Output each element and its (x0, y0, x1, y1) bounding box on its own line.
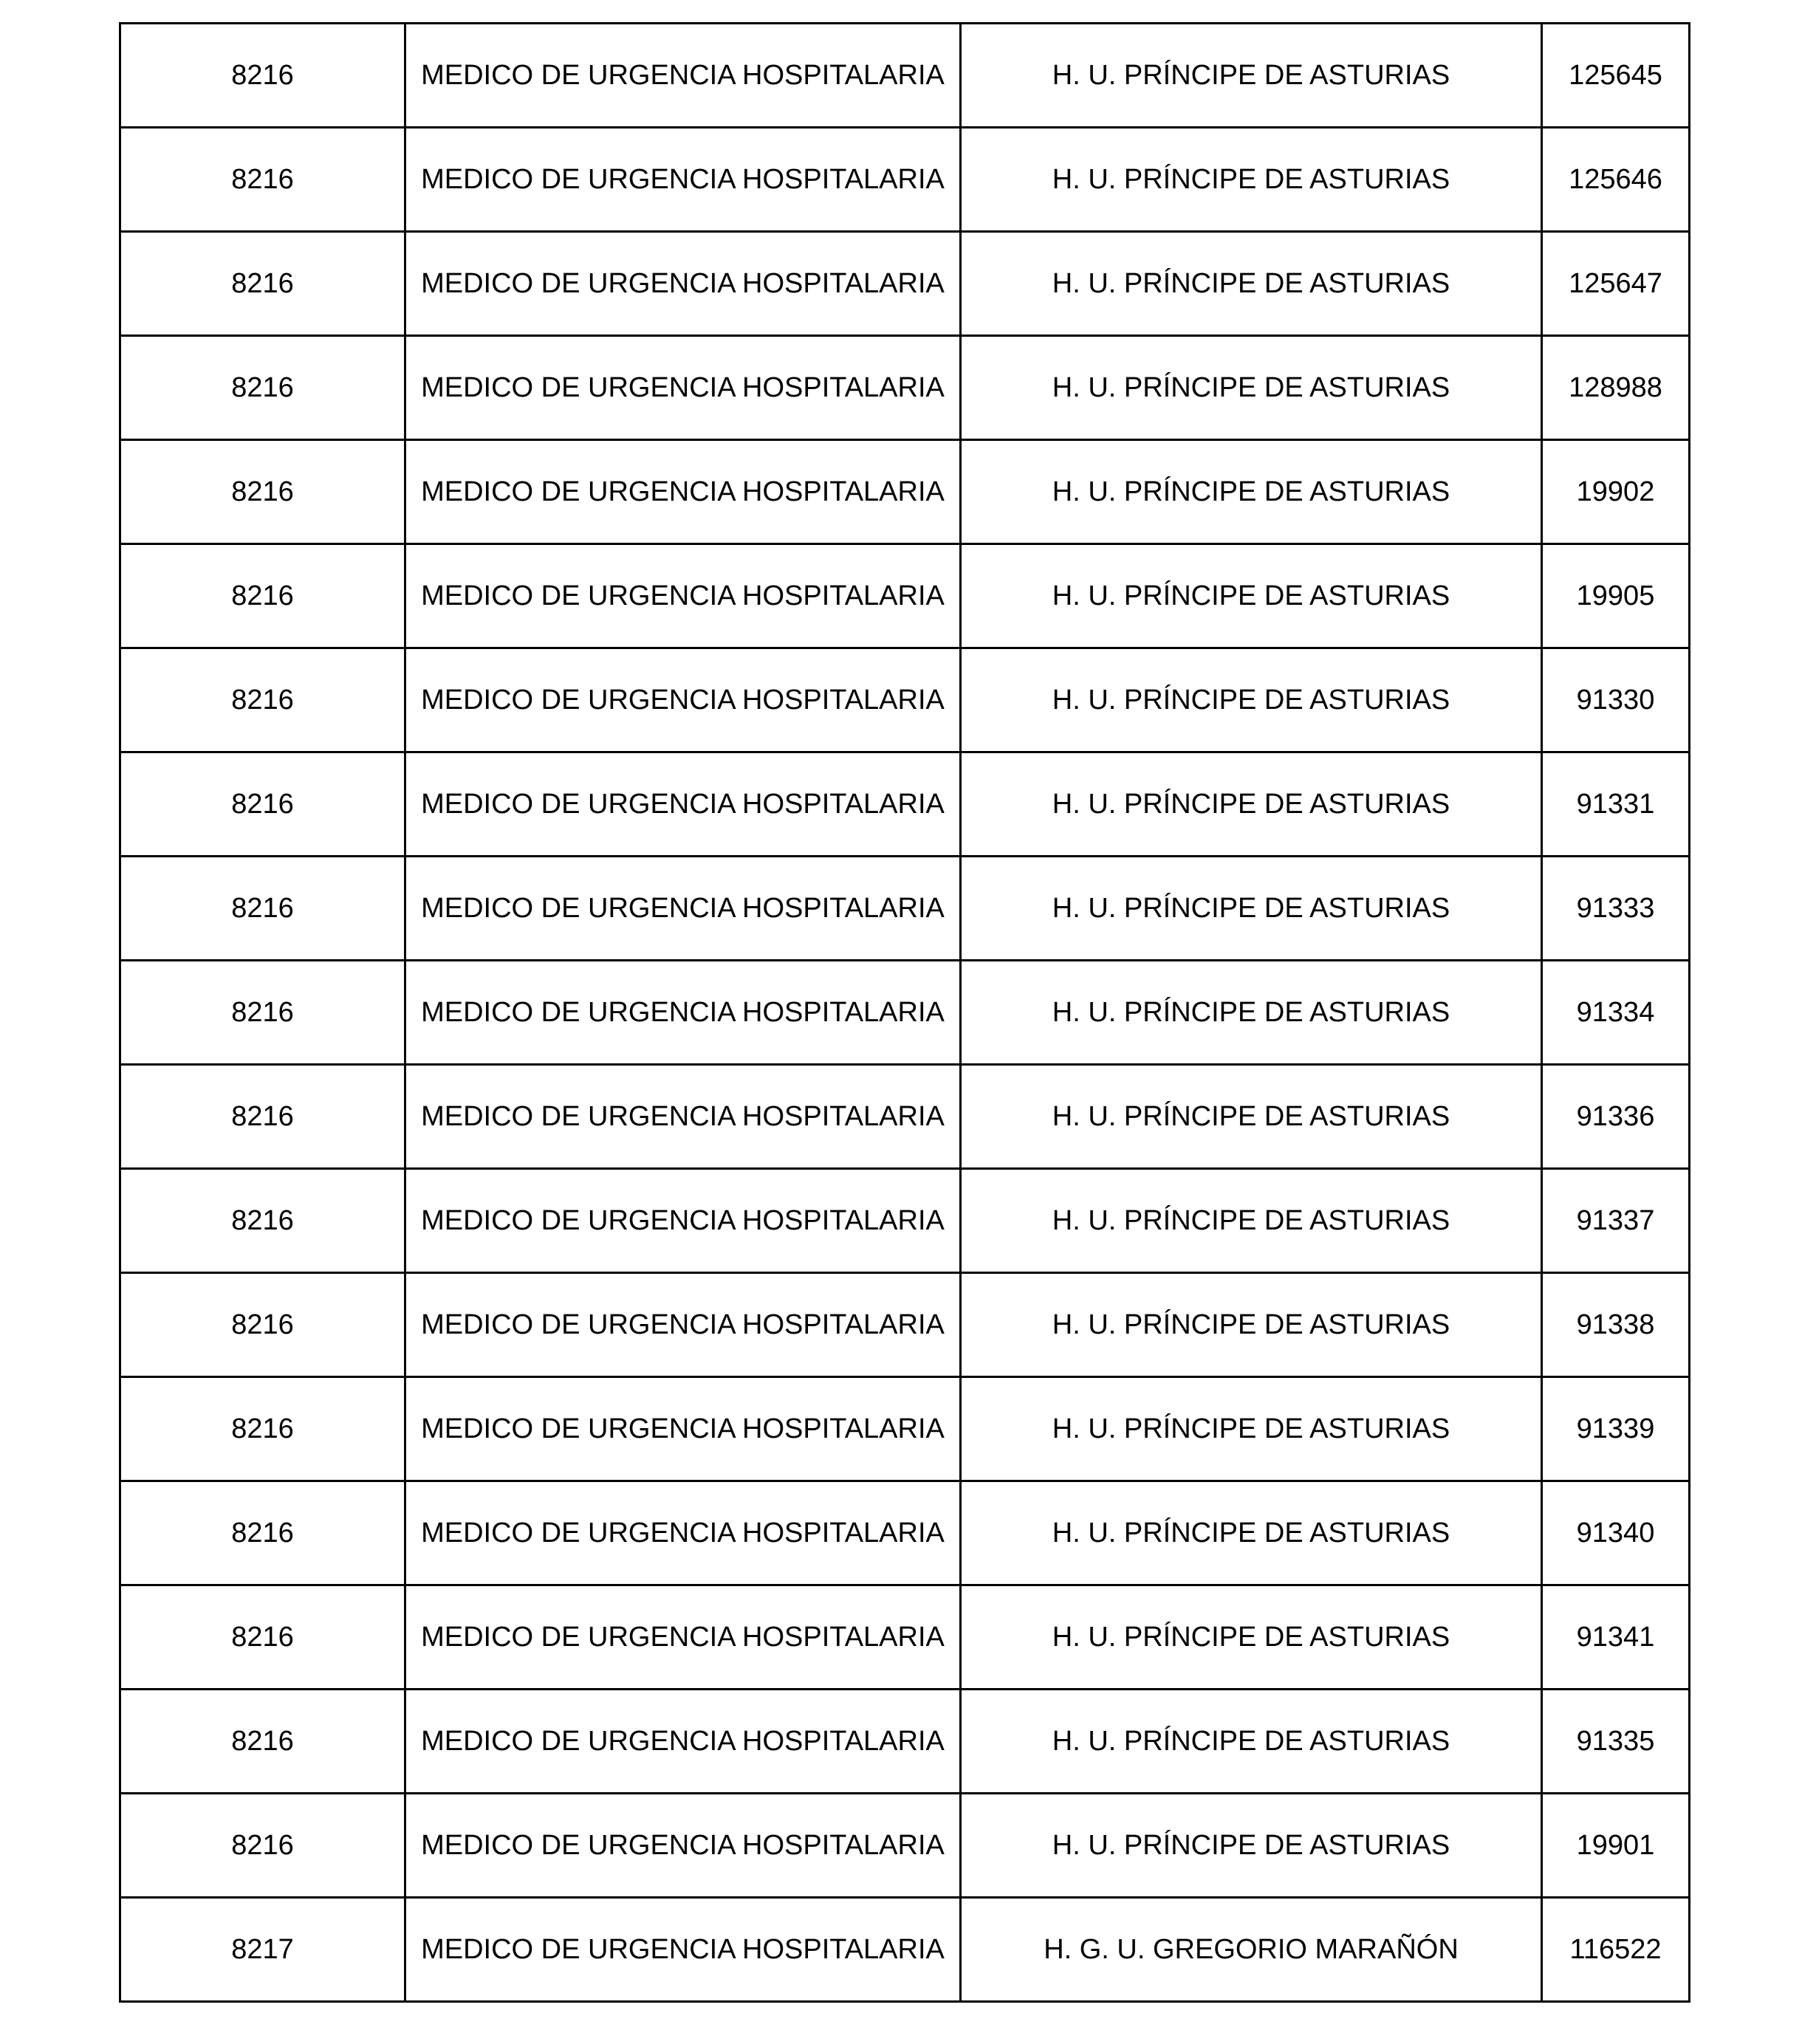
category-cell: MEDICO DE URGENCIA HOSPITALARIA (405, 1585, 961, 1690)
id-cell: 91339 (1542, 1377, 1690, 1481)
category-cell: MEDICO DE URGENCIA HOSPITALARIA (405, 1377, 961, 1481)
code-cell: 8216 (120, 1273, 405, 1377)
center-cell: H. U. PRÍNCIPE DE ASTURIAS (961, 961, 1542, 1065)
center-cell: H. U. PRÍNCIPE DE ASTURIAS (961, 752, 1542, 857)
id-cell: 19902 (1542, 440, 1690, 544)
table-row (120, 440, 1690, 544)
code-cell: 8216 (120, 440, 405, 544)
code-cell: 8216 (120, 1794, 405, 1898)
id-cell: 128988 (1542, 336, 1690, 440)
id-cell: 125647 (1542, 232, 1690, 336)
id-cell: 91330 (1542, 648, 1690, 752)
category-cell: MEDICO DE URGENCIA HOSPITALARIA (405, 1794, 961, 1898)
table-row (120, 1898, 1690, 2002)
code-cell: 8216 (120, 1585, 405, 1690)
code-cell: 8216 (120, 1065, 405, 1169)
center-cell: H. U. PRÍNCIPE DE ASTURIAS (961, 232, 1542, 336)
id-cell: 19905 (1542, 544, 1690, 648)
category-cell: MEDICO DE URGENCIA HOSPITALARIA (405, 128, 961, 232)
category-cell: MEDICO DE URGENCIA HOSPITALARIA (405, 440, 961, 544)
code-cell: 8217 (120, 1898, 405, 2002)
table-row (120, 1690, 1690, 1794)
center-cell: H. U. PRÍNCIPE DE ASTURIAS (961, 648, 1542, 752)
table-row (120, 1481, 1690, 1585)
category-cell: MEDICO DE URGENCIA HOSPITALARIA (405, 336, 961, 440)
code-cell: 8216 (120, 336, 405, 440)
code-cell: 8216 (120, 232, 405, 336)
center-cell: H. U. PRÍNCIPE DE ASTURIAS (961, 440, 1542, 544)
center-cell: H. U. PRÍNCIPE DE ASTURIAS (961, 1690, 1542, 1794)
category-cell: MEDICO DE URGENCIA HOSPITALARIA (405, 961, 961, 1065)
id-cell: 91333 (1542, 857, 1690, 961)
category-cell: MEDICO DE URGENCIA HOSPITALARIA (405, 752, 961, 857)
center-cell: H. U. PRÍNCIPE DE ASTURIAS (961, 1481, 1542, 1585)
table-row (120, 128, 1690, 232)
table-row (120, 1273, 1690, 1377)
category-cell: MEDICO DE URGENCIA HOSPITALARIA (405, 232, 961, 336)
code-cell: 8216 (120, 1481, 405, 1585)
category-cell: MEDICO DE URGENCIA HOSPITALARIA (405, 1898, 961, 2002)
table-row (120, 648, 1690, 752)
table-row (120, 1065, 1690, 1169)
table-row (120, 24, 1690, 128)
category-cell: MEDICO DE URGENCIA HOSPITALARIA (405, 1169, 961, 1273)
category-cell: MEDICO DE URGENCIA HOSPITALARIA (405, 648, 961, 752)
positions-table (119, 22, 1690, 2003)
id-cell: 91335 (1542, 1690, 1690, 1794)
table-row (120, 544, 1690, 648)
code-cell: 8216 (120, 1169, 405, 1273)
code-cell: 8216 (120, 1690, 405, 1794)
center-cell: H. U. PRÍNCIPE DE ASTURIAS (961, 1377, 1542, 1481)
center-cell: H. U. PRÍNCIPE DE ASTURIAS (961, 1794, 1542, 1898)
center-cell: H. U. PRÍNCIPE DE ASTURIAS (961, 1585, 1542, 1690)
table-row (120, 1169, 1690, 1273)
table-row (120, 232, 1690, 336)
code-cell: 8216 (120, 1377, 405, 1481)
id-cell: 91334 (1542, 961, 1690, 1065)
table-row (120, 857, 1690, 961)
category-cell: MEDICO DE URGENCIA HOSPITALARIA (405, 544, 961, 648)
code-cell: 8216 (120, 24, 405, 128)
id-cell: 125645 (1542, 24, 1690, 128)
table-row (120, 336, 1690, 440)
id-cell: 91337 (1542, 1169, 1690, 1273)
category-cell: MEDICO DE URGENCIA HOSPITALARIA (405, 24, 961, 128)
id-cell: 91341 (1542, 1585, 1690, 1690)
code-cell: 8216 (120, 128, 405, 232)
center-cell: H. U. PRÍNCIPE DE ASTURIAS (961, 1065, 1542, 1169)
table-row (120, 1585, 1690, 1690)
code-cell: 8216 (120, 544, 405, 648)
table-row (120, 1794, 1690, 1898)
center-cell: H. U. PRÍNCIPE DE ASTURIAS (961, 544, 1542, 648)
center-cell: H. U. PRÍNCIPE DE ASTURIAS (961, 128, 1542, 232)
table-row (120, 1377, 1690, 1481)
id-cell: 91338 (1542, 1273, 1690, 1377)
category-cell: MEDICO DE URGENCIA HOSPITALARIA (405, 1273, 961, 1377)
id-cell: 125646 (1542, 128, 1690, 232)
id-cell: 19901 (1542, 1794, 1690, 1898)
code-cell: 8216 (120, 857, 405, 961)
category-cell: MEDICO DE URGENCIA HOSPITALARIA (405, 1690, 961, 1794)
center-cell: H. U. PRÍNCIPE DE ASTURIAS (961, 1169, 1542, 1273)
center-cell: H. G. U. GREGORIO MARAÑÓN (961, 1898, 1542, 2002)
table-row (120, 961, 1690, 1065)
id-cell: 116522 (1542, 1898, 1690, 2002)
id-cell: 91336 (1542, 1065, 1690, 1169)
code-cell: 8216 (120, 648, 405, 752)
center-cell: H. U. PRÍNCIPE DE ASTURIAS (961, 1273, 1542, 1377)
id-cell: 91331 (1542, 752, 1690, 857)
code-cell: 8216 (120, 752, 405, 857)
code-cell: 8216 (120, 961, 405, 1065)
center-cell: H. U. PRÍNCIPE DE ASTURIAS (961, 336, 1542, 440)
center-cell: H. U. PRÍNCIPE DE ASTURIAS (961, 24, 1542, 128)
center-cell: H. U. PRÍNCIPE DE ASTURIAS (961, 857, 1542, 961)
category-cell: MEDICO DE URGENCIA HOSPITALARIA (405, 1065, 961, 1169)
id-cell: 91340 (1542, 1481, 1690, 1585)
table-row (120, 752, 1690, 857)
category-cell: MEDICO DE URGENCIA HOSPITALARIA (405, 857, 961, 961)
category-cell: MEDICO DE URGENCIA HOSPITALARIA (405, 1481, 961, 1585)
